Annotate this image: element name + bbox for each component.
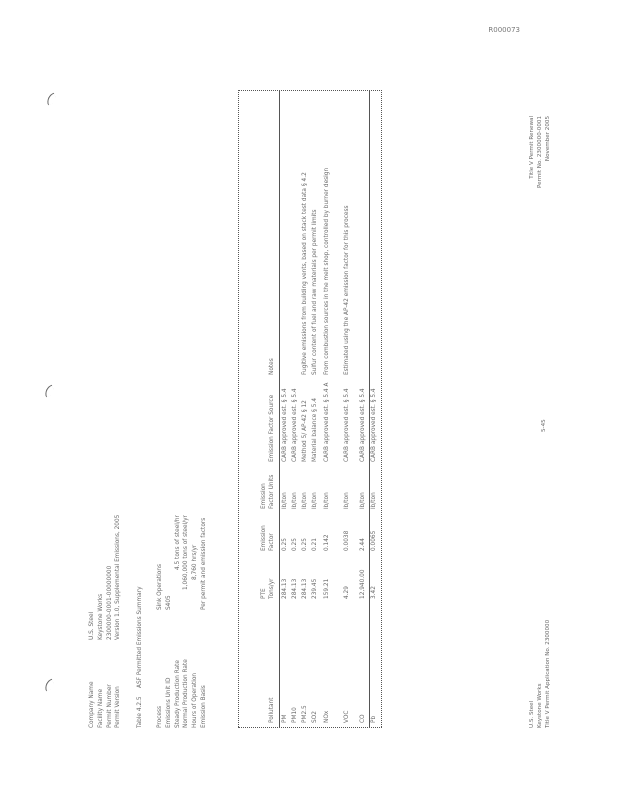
process-row: Emissions Unit ID S405 [165,595,172,728]
rotated-document [88,88,558,728]
table-row: CO 12,940.00 2.44 lb/ton CARB approved est. § 5.4 [360,388,366,723]
page-number: 5-45 [541,419,547,432]
punch-hole-mark [43,385,56,398]
table-row: VOC 4.29 0.0038 lb/ton CARB approved est. § 5.4 Estimated using the AP-42 emission factor for this process [344,205,350,723]
emissions-table [238,90,382,728]
table-row: NOx 159.21 0.142 lb/ton CARB approved est. § 5.4 A From combustion sources in the melt shop, controlled by burner design [324,167,330,723]
table-row: PM 284.13 0.25 lb/ton CARB approved est. § 5.4 [282,388,288,723]
meta-row: Facility Name Keystone Works [97,593,104,728]
header-pollutant: Pollutant [268,697,275,723]
table-row: Pb 3.42 0.0065 lb/ton CARB approved est. § 5.4 [369,91,380,727]
header-pte: PTE Tons/yr [261,578,275,599]
table-row: PM10 284.13 0.25 lb/ton CARB approved est. § 5.4 [292,388,298,723]
bates-number: R000073 [488,26,520,34]
process-row: Emission Basis Per permit and emission factors [200,517,207,728]
process-row: Hours of Operation 8,760 hrs/yr [192,544,199,728]
table-header [239,91,280,727]
facility-info-block [88,515,123,728]
footer-left: U.S. Steel Keystone Works Title V Permit Application No. 2300000 [529,619,551,728]
meta-row: Permit Number 2300000-0001-00000000 [106,565,113,728]
section-heading: Table 4.2.5ASF Permitted Emissions Summary [137,586,143,728]
meta-row: Permit Version Version 1.0, Supplemental Emissions, 2005 [115,514,122,728]
process-row: Process Sink Operations [157,563,163,728]
header-factor-source: Emission Factor Source [268,394,275,462]
process-info-block [156,515,209,728]
punch-hole-mark [43,679,56,692]
process-row: Steady Production Rate 4.5 tons of steel/hr [174,515,181,728]
header-notes: Notes [268,358,275,375]
process-row: Normal Production Rate 1,060,000 tons of steel/yr [183,515,190,728]
header-emission-factor: Emission Factor [261,525,275,551]
meta-row: Company Name U.S. Steel [89,611,95,728]
table-row: PM2.5 284.13 0.25 lb/ton Method 5/ AP-42 § 12 Fugitive emissions from building vents, based on stack test data § 4.2 [302,172,308,723]
header-factor-units: Emission Factor Units [261,474,275,509]
table-row: SO2 239.45 0.21 lb/ton Material balance § 5.4 Sulfur content of fuel and raw materials per permit limits [312,209,318,723]
footer-right: Title V Permit Renewal Permit No. 2300000-0001 November 2005 [529,115,551,188]
punch-hole-mark [45,93,58,106]
